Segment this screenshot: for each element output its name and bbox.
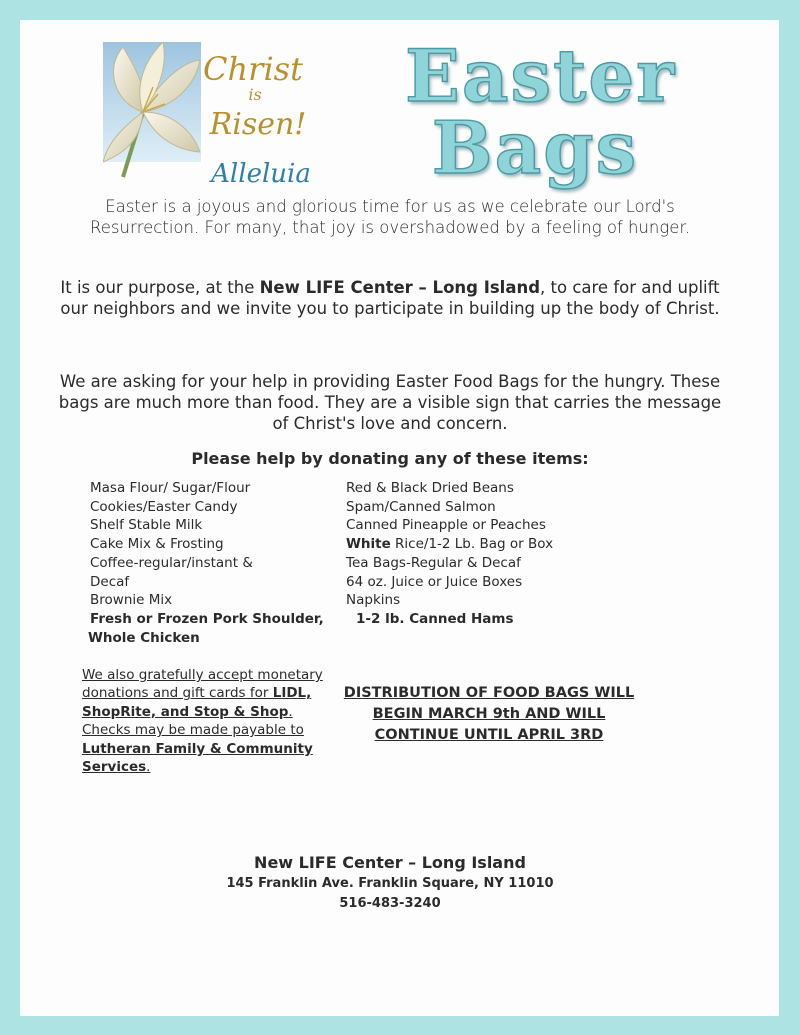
donation-list-right <box>346 479 606 629</box>
donation-heading: Please help by donating any of these items: <box>191 449 589 468</box>
risen-text: Risen! <box>209 107 307 142</box>
footer-address: 145 Franklin Ave. Franklin Square, NY 11010 <box>226 876 554 891</box>
monetary-donations-note <box>82 666 332 776</box>
list-item: Red & Black Dried Beans <box>346 480 514 496</box>
list-item: Shelf Stable Milk <box>90 517 203 534</box>
list-item <box>346 535 606 554</box>
white-label: White <box>346 536 391 553</box>
page-title <box>405 33 677 190</box>
monetary-text-1: We also gratefully accept monetary donations and gift cards for <box>82 667 323 702</box>
list-item: Brownie Mix <box>90 592 173 609</box>
purpose-text-start: It is our purpose, at the <box>60 278 260 297</box>
is-text: is <box>248 85 262 104</box>
footer-contact <box>55 852 725 914</box>
title-line-easter: Easter <box>405 33 677 118</box>
lily-artwork <box>103 42 323 202</box>
list-item-bold: Fresh or Frozen Pork Shoulder, <box>90 610 324 627</box>
purpose-text-end: , to care for and uplift our neighbors and we invite you to participate in building up the body of Christ. <box>60 278 720 318</box>
monetary-text-3: . <box>146 759 151 776</box>
list-item-bold: 1-2 lb. Canned Hams <box>356 610 514 627</box>
list-item: Masa Flour/ Sugar/Flour <box>90 480 251 496</box>
org-name-inline: New LIFE Center – Long Island <box>259 278 541 297</box>
title-line-bags: Bags <box>431 105 639 190</box>
intro-paragraph-2 <box>55 277 725 319</box>
footer-org-name: New LIFE Center – Long Island <box>254 853 526 872</box>
intro-text-3: We are asking for your help in providing Easter Food Bags for the hungry. These bags are much more than food. They are a visible sign that carries the message of Christ's love and concern. <box>58 372 722 433</box>
intro-paragraph-1 <box>55 196 725 238</box>
list-item: Spam/Canned Salmon <box>346 498 496 515</box>
store-names: LIDL, ShopRite, and Stop & Shop <box>82 685 312 720</box>
monetary-text-2: . Checks may be made payable to <box>82 703 304 739</box>
list-item: Napkins <box>346 592 401 609</box>
list-item: Decaf <box>90 573 130 590</box>
christ-text: Christ <box>203 50 303 88</box>
donation-list-left <box>90 479 330 647</box>
list-item: 64 oz. Juice or Juice Boxes <box>346 573 523 590</box>
footer-phone: 516-483-3240 <box>339 896 441 911</box>
list-item: Cookies/Easter Candy <box>90 498 238 515</box>
list-item: Canned Pineapple or Peaches <box>346 517 546 534</box>
list-item: Coffee-regular/instant & <box>90 554 253 571</box>
alleluia-text: Alleluia <box>211 159 311 189</box>
list-item: Tea Bags-Regular & Decaf <box>346 554 521 571</box>
list-item-bold: Whole Chicken <box>88 629 200 646</box>
distribution-notice: DISTRIBUTION OF FOOD BAGS WILL BEGIN MARCH 9th AND WILL CONTINUE UNTIL APRIL 3RD <box>343 685 635 743</box>
intro-text-1: Easter is a joyous and glorious time for us as we celebrate our Lord's Resurrection. For many, that joy is overshadowed by a feeling of hunger. <box>90 197 690 237</box>
list-item: Cake Mix & Frosting <box>90 536 224 553</box>
rice-label: Rice/1-2 Lb. Bag or Box <box>390 536 554 553</box>
intro-paragraph-3 <box>55 371 725 434</box>
payee-name: Lutheran Family & Community Services <box>82 740 313 776</box>
